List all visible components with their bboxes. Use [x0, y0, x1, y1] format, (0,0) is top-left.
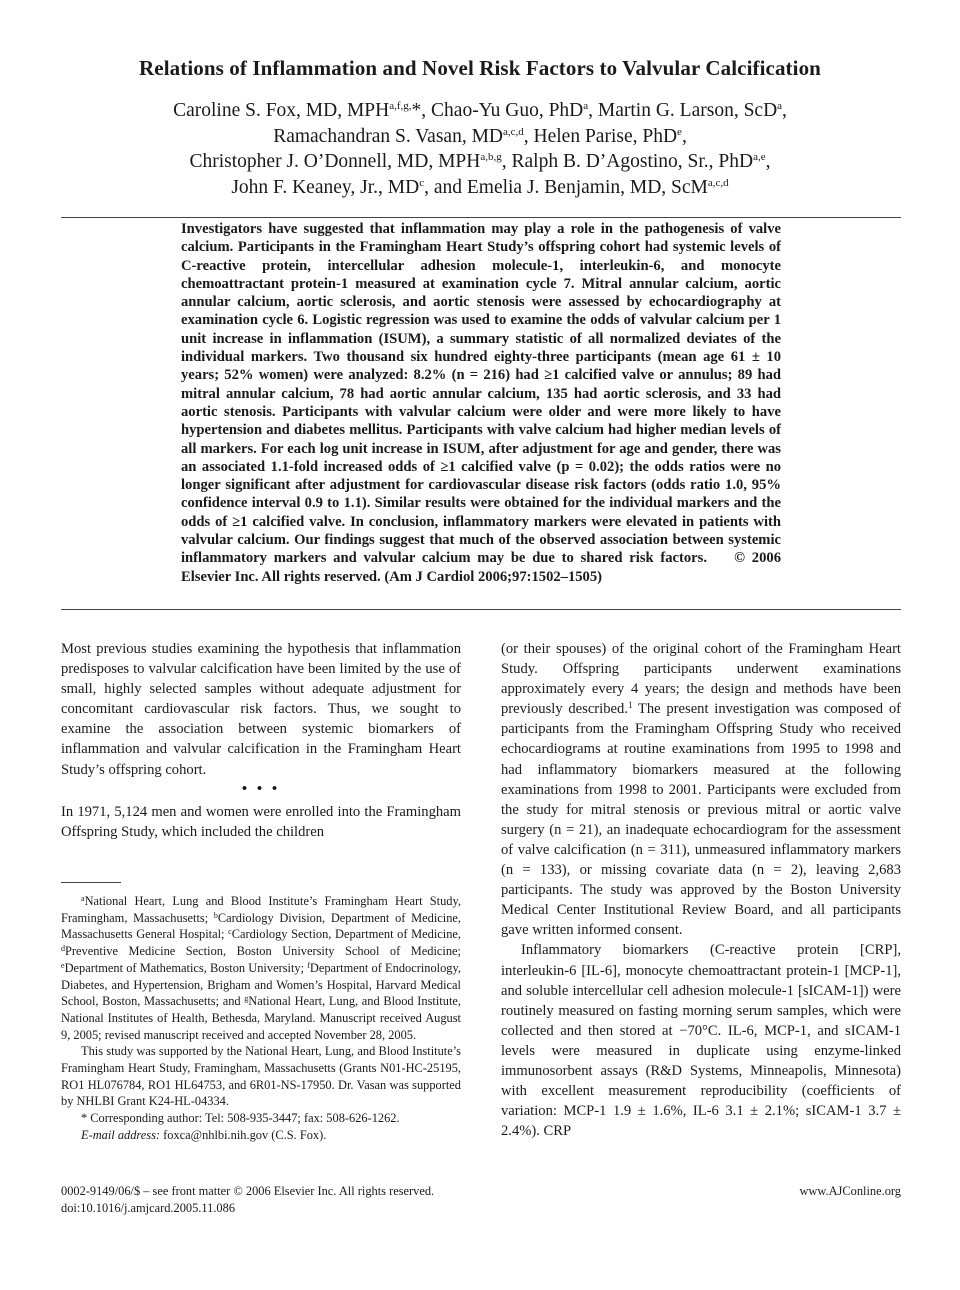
author-separator: ,: [782, 100, 787, 121]
affiliation-text: National Heart, Lung, and Blood Institute, National Institutes of Health, Bethesda, Maryland. Manuscript received August 9, 2005; revised manuscript received and accepted November 28, 2005.: [61, 994, 461, 1042]
affiliation-mark: g: [244, 994, 249, 1004]
paragraph-text: (or their spouses) of the original cohort of the Framingham Heart Study. Offspring participants underwent examinations approximately every 4 years; the design and methods have been previously described.: [501, 641, 901, 718]
author-name: Martin G. Larson, ScD: [597, 100, 778, 121]
front-matter-info: [61, 1183, 434, 1216]
funding-footnote: This study was supported by the National Heart, Lung, and Blood Institute’s Framingham Heart Study, Framingham, Massachusetts (Grants N01-HC-25195, RO1 HL076784, RO1 HL64753, and 6R01-NS-17950. Dr. Vasan was supported by NHLBI Grant K24-HL-04334.: [61, 1044, 461, 1109]
affiliation-mark: b: [213, 910, 218, 920]
author-affiliation: c: [419, 176, 425, 189]
affiliations-footnote: [61, 893, 461, 1043]
author-affiliation: e: [677, 125, 682, 138]
footnote-rule: [61, 882, 121, 883]
affiliation-mark: c: [228, 927, 232, 937]
affiliation-text: Department of Endocrinology, Diabetes, and Hypertension, Brigham and Women’s Hospital, Harvard Medical School, Boston, Massachusetts; and: [61, 960, 461, 1009]
author-name: Chao-Yu Guo, PhD: [431, 100, 584, 121]
author-name: Ralph B. D’Agostino, Sr., PhD: [511, 151, 754, 172]
author-affiliation: a,c,d: [707, 176, 729, 189]
author-name: John F. Keaney, Jr., MD: [231, 176, 420, 198]
abstract: [181, 220, 781, 586]
author-list: [60, 98, 900, 200]
author-name: Emelia J. Benjamin, MD, ScM: [466, 176, 708, 198]
abstract-top-rule: [61, 217, 901, 218]
author-separator: ,: [588, 100, 598, 121]
author-affiliation: a,c,d: [503, 125, 524, 138]
paper-title: Relations of Inflammation and Novel Risk Factors to Valvular Calcification: [139, 56, 821, 80]
author-separator: ,: [501, 151, 512, 172]
author-affiliation: a: [777, 100, 783, 112]
author-separator: , and: [424, 176, 467, 198]
biomarkers-paragraph: Inflammatory biomarkers (C-reactive protein [CRP], interleukin-6 [IL-6], monocyte chemoattractant protein-1 [MCP-1], and soluble intercellular cell adhesion molecule-1 [sICAM-1]) were routinely measured on fasting morning serum samples, which were collected and then stored at −70°C. IL-6, MCP-1, and sICAM-1 levels were measured in duplicate using enzyme-linked immunosorbent assays (R&D Systems, Minneapolis, Minnesota) with excellent measurement reproducibility (coefficients of variation: MCP-1 1.9 ± 1.6%, IL-6 3.1 ± 2.1%; sICAM-1 3.7 ± 2.4%). CRP: [501, 942, 901, 1140]
journal-website[interactable]: www.AJConline.org: [799, 1184, 901, 1198]
email-address[interactable]: foxca@nhlbi.nih.gov (C.S. Fox).: [160, 1127, 327, 1142]
abstract-bottom-rule: [61, 609, 901, 610]
paragraph-text: The present investigation was composed of participants from the Framingham Offspring Study who received echocardiograms at routine examinations from 1995 to 1998 and had inflammatory biomarkers measured at the following examinations from 1998 to 2001. Participants were excluded from the study for mitral stenosis or previous mitral or aortic valve surgery (n = 21), an inadequate echocardiogram for the assessment of valve calcification (n = 311), unmeasured inflammatory markers (n = 133), or missing covariate data (n = 2), leaving 2,683 participants. The study was approved by the Boston University Medical Center Institutional Review Board, and all participants gave written informed consent.: [501, 701, 901, 939]
author-affiliation: a,e: [753, 151, 766, 163]
copyright-line: © 2006 Elsevier Inc. All rights reserved. (Am J Cardiol 2006;97:1502–1505): [181, 550, 781, 585]
reference-citation[interactable]: 1: [627, 700, 633, 711]
left-column: [61, 639, 461, 842]
affiliation-mark: d: [61, 944, 65, 954]
affiliation-text: Preventive Medicine Section, Boston University School of Medicine;: [65, 944, 461, 959]
author-name: Christopher J. O’Donnell, MD, MPH: [189, 151, 481, 172]
author-separator: ,: [765, 151, 771, 172]
study-design-paragraph: [501, 639, 901, 940]
affiliation-mark: f: [307, 960, 310, 970]
footnotes: [61, 893, 461, 1144]
methods-paragraph: In 1971, 5,124 men and women were enrolled into the Framingham Offspring Study, which included the children: [61, 803, 461, 840]
author-affiliation: a,b,g: [480, 151, 502, 163]
author-separator: ,: [681, 125, 687, 147]
author-name: Caroline S. Fox, MD, MPH: [173, 100, 390, 121]
author-separator: *,: [411, 100, 432, 121]
email-label: E-mail address:: [81, 1127, 161, 1142]
affiliation-text: National Heart, Lung and Blood Institute’s Framingham Heart Study, Framingham, Massachusetts;: [61, 894, 461, 925]
doi-line[interactable]: doi:10.1016/j.amjcard.2005.11.086: [61, 1200, 236, 1215]
abstract-text: Investigators have suggested that inflammation may play a role in the pathogenesis of valve calcium. Participants in the Framingham Heart Study’s offspring cohort had systemic levels of C-reactive protein, intercellular adhesion molecule-1, interleukin-6, and monocyte chemoattractant protein-1 measured at examination cycle 7. Mitral annular calcium, aortic annular calcium, aortic sclerosis, and aortic stenosis were assessed by echocardiography at examination cycle 6. Logistic regression was used to examine the odds of valvular calcium per 1 unit increase in inflammation (ISUM), a summary statistic of all normalized deviates of the individual markers. Two thousand six hundred eighty-three participants (mean age 61 ± 10 years; 52% women) were analyzed: 8.2% (n = 216) had ≥1 calcified valve or annulus; 89 had mitral annular calcium, 78 had aortic annular calcium, 135 had aortic sclerosis, and 33 had aortic stenosis. Participants with valvular calcium were older and were more likely to have hypertension and diabetes mellitus. Participants with valve calcium had higher median levels of all markers. For each log unit increase in ISUM, after adjustment for age and gender, there was an associated 1.1-fold increased odds of ≥1 calcified valve (p = 0.02); the odds ratios were no longer significant after adjustment for cardiovascular disease risk factors (odds ratio 1.0, 95% confidence interval 0.9 to 1.1). Similar results were obtained for the individual markers and the odds of ≥1 calcified valve. In conclusion, inflammatory markers were elevated in patients with valvular calcium. Our findings suggest that much of the observed association between systemic inflammatory markers and valvular calcium may be due to shared risk factors.: [181, 221, 781, 567]
corresponding-author: * Corresponding author: Tel: 508-935-3447; fax: 508-626-1262.: [81, 1111, 400, 1126]
affiliation-mark: e: [61, 960, 65, 970]
affiliation-text: Department of Mathematics, Boston University;: [64, 960, 308, 975]
author-name: Helen Parise, PhD: [533, 125, 678, 147]
author-affiliation: a: [583, 100, 589, 112]
email-footnote: [61, 1127, 461, 1144]
section-separator: • • •: [241, 780, 281, 797]
affiliation-mark: a: [81, 894, 85, 903]
affiliation-text: Cardiology Section, Department of Medicine,: [231, 927, 462, 942]
affiliation-text: Cardiology Division, Department of Medicine, Massachusetts General Hospital;: [61, 910, 462, 942]
author-affiliation: a,f,g,: [389, 100, 412, 112]
right-column: [501, 639, 901, 1141]
author-name: Ramachandran S. Vasan, MD: [273, 125, 503, 147]
issn-line: 0002-9149/06/$ – see front matter © 2006 Elsevier Inc. All rights reserved.: [61, 1184, 435, 1198]
author-separator: ,: [523, 125, 534, 147]
intro-paragraph: Most previous studies examining the hypothesis that inflammation predisposes to valvular calcification have been limited by the use of small, highly selected samples without adequate adjustment for concomitant cardiovascular risk factors. Thus, we sought to examine the association between systemic biomarkers of inflammation and valvular calcification in the Framingham Heart Study’s offspring cohort.: [61, 641, 461, 778]
